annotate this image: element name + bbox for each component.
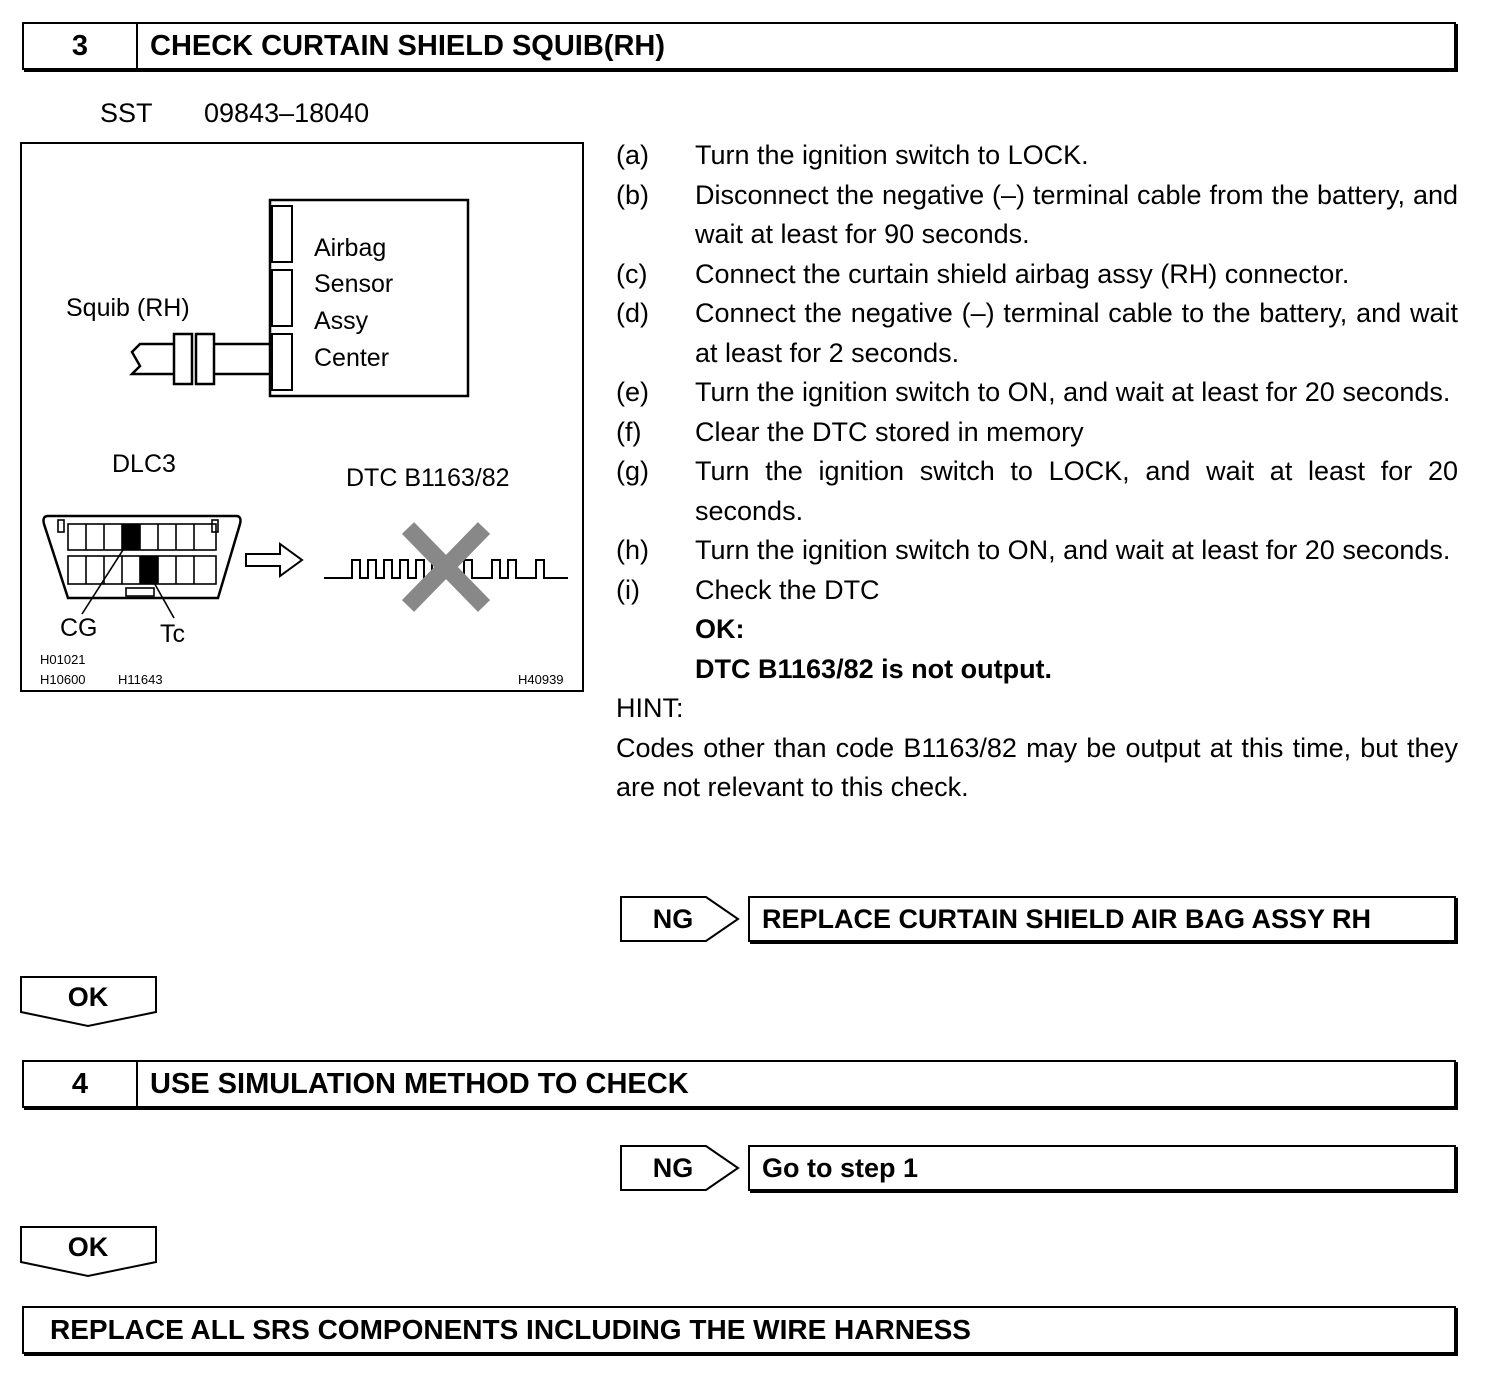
final-action: REPLACE ALL SRS COMPONENTS INCLUDING THE WIRE HARNESS [22, 1306, 1456, 1354]
ok-branch-2 [20, 1226, 158, 1278]
sensor-label-line-3: Assy [314, 307, 369, 335]
step-label: (i) [616, 574, 640, 605]
dlc3-label: DLC3 [112, 450, 176, 478]
ok-label: OK [67, 1231, 109, 1262]
step-label: (h) [616, 535, 649, 565]
procedure-step [616, 255, 1458, 295]
procedure-step [616, 373, 1458, 413]
dtc-label: DTC B1163/82 [346, 464, 510, 492]
tc-label: Tc [160, 620, 185, 648]
sensor-label-line-2: Sensor [314, 270, 394, 298]
step-text: Connect the negative (–) terminal cable to the battery, and wait at least for 2 seconds. [695, 298, 1458, 368]
procedure-step [616, 531, 1458, 571]
step-number: 3 [24, 24, 138, 68]
step-number: 4 [24, 1062, 138, 1106]
cg-label: CG [60, 614, 98, 642]
step-label: (c) [616, 258, 648, 289]
figure-ref-code: H10600 [40, 672, 86, 687]
figure-ref-code: H01021 [40, 652, 86, 667]
ng-label: NG [652, 1152, 694, 1183]
step-text: Clear the DTC stored in memory [695, 416, 1084, 447]
figure-ref-code: H40939 [518, 672, 564, 687]
step-text: Turn the ignition switch to ON, and wait at least for 20 seconds. [695, 377, 1451, 407]
step-text: Check the DTC [695, 574, 880, 605]
step-label: (f) [616, 416, 642, 447]
sst-label: SST [100, 98, 153, 128]
procedure-step [616, 176, 1458, 255]
ng-label: NG [652, 903, 694, 934]
step-text: Turn the ignition switch to LOCK. [695, 140, 1089, 170]
step-label: (e) [616, 377, 649, 407]
ok-criteria-row [616, 650, 1458, 690]
step-label: (d) [616, 298, 649, 328]
step-title: USE SIMULATION METHOD TO CHECK [150, 1067, 689, 1100]
wiring-figure [20, 142, 584, 692]
step-label: (g) [616, 456, 649, 486]
ok-criteria-text: DTC B1163/82 is not output. [695, 653, 1053, 684]
squib-label: Squib (RH) [66, 294, 190, 322]
figure-drawing [22, 144, 582, 690]
step-title: CHECK CURTAIN SHIELD SQUIB(RH) [150, 29, 666, 62]
hint-label: HINT: [616, 693, 684, 723]
step-label: (b) [616, 179, 649, 210]
ng-action-1: REPLACE CURTAIN SHIELD AIR BAG ASSY RH [748, 896, 1456, 942]
procedure-step [616, 452, 1458, 531]
sst-number: 09843–18040 [204, 98, 370, 128]
procedure-step [616, 571, 1458, 611]
ng-branch-1 [620, 896, 740, 942]
sensor-label-line-4: Center [314, 344, 390, 372]
procedure-list [616, 136, 1458, 808]
procedure-step [616, 294, 1458, 373]
step-3-header [22, 22, 1456, 70]
hint-text: Codes other than code B1163/82 may be output at this time, but they are not relevant to this check. [616, 732, 1458, 802]
procedure-step [616, 136, 1458, 176]
procedure-step [616, 413, 1458, 453]
step-text: Connect the curtain shield airbag assy (RH) connector. [695, 258, 1350, 289]
step-text: Disconnect the negative (–) terminal cable from the battery, and wait at least for 90 seconds. [695, 179, 1458, 249]
step-label: (a) [616, 140, 649, 170]
ng-branch-2 [620, 1145, 740, 1191]
ng-action-2: Go to step 1 [748, 1145, 1456, 1191]
ok-branch-1 [20, 976, 158, 1028]
step-text: Turn the ignition switch to ON, and wait at least for 20 seconds. [695, 535, 1451, 565]
step-4-header [22, 1060, 1456, 1108]
ok-label: OK [67, 981, 109, 1012]
sensor-label-line-1: Airbag [314, 234, 387, 262]
figure-ref-code: H11643 [118, 672, 163, 687]
step-text: Turn the ignition switch to LOCK, and wait at least for 20 seconds. [695, 456, 1458, 526]
ok-criteria-label-row [616, 610, 1458, 650]
ok-criteria-label: OK: [695, 614, 745, 644]
